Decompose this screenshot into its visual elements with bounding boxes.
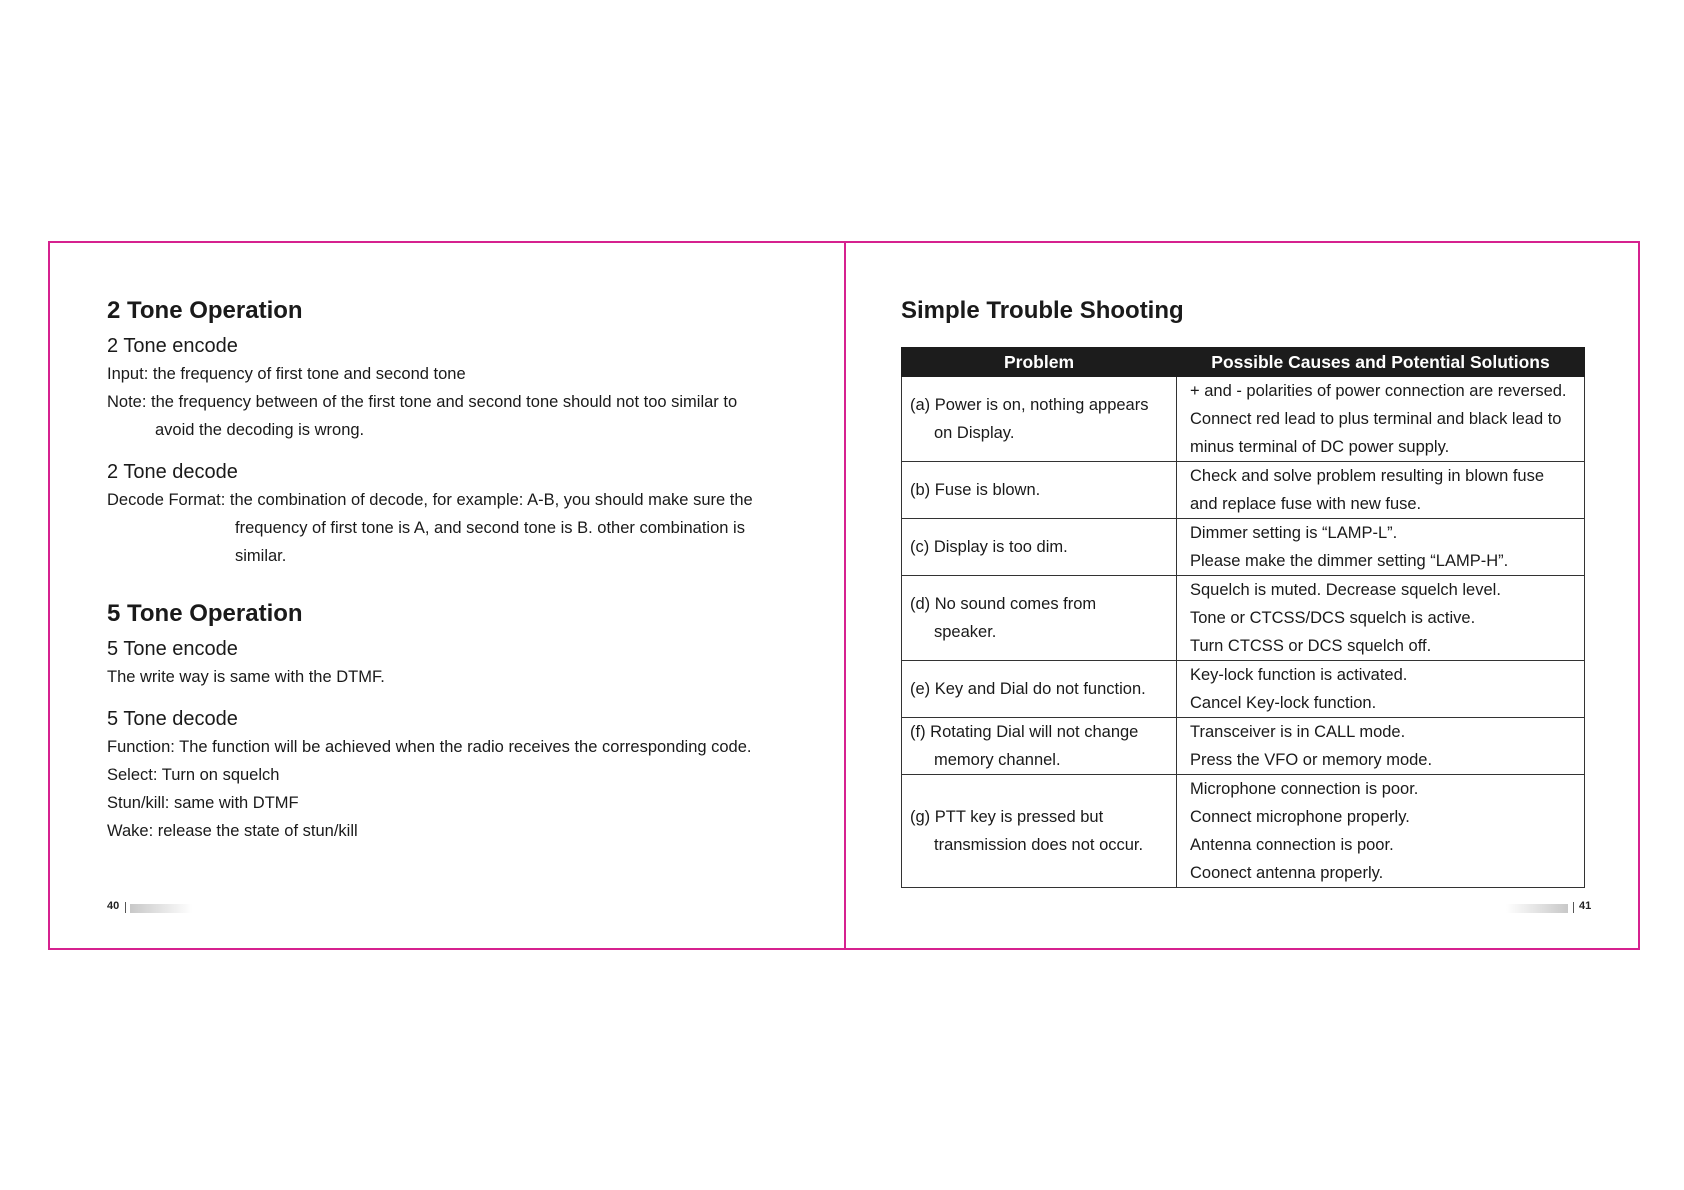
solution-line: Turn CTCSS or DCS squelch off. [1190,637,1432,655]
table-row [902,775,1585,888]
solution-line: Tone or CTCSS/DCS squelch is active. [1190,609,1476,627]
header-problem: Problem [902,348,1177,377]
solution-cell [1177,576,1585,661]
problem-cell [902,462,1177,519]
solution-line: and replace fuse with new fuse. [1190,495,1422,513]
problem-cell [902,661,1177,718]
table-row [902,576,1585,661]
two-tone-decode-format: Decode Format: the combination of decode, for example: A-B, you should make sure the [107,491,753,509]
table-row [902,718,1585,775]
solution-cell [1177,661,1585,718]
five-tone-decode-function: Function: The function will be achieved when the radio receives the corresponding code. [107,738,752,756]
two-tone-encode-title: 2 Tone encode [107,335,238,357]
table-header-row [902,348,1585,377]
five-tone-encode-title: 5 Tone encode [107,638,238,660]
five-tone-decode-select: Select: Turn on squelch [107,766,280,784]
solution-cell [1177,377,1585,462]
problem-line: (c) Display is too dim. [910,538,1068,556]
problem-line: (e) Key and Dial do not function. [910,680,1146,698]
solution-line: Check and solve problem resulting in blown fuse [1190,467,1545,485]
solution-line: Coonect antenna properly. [1190,864,1384,882]
solution-line: Press the VFO or memory mode. [1190,751,1433,769]
solution-line: Microphone connection is poor. [1190,780,1419,798]
header-solutions: Possible Causes and Potential Solutions [1177,348,1585,377]
table-row [902,377,1585,462]
problem-line: (b) Fuse is blown. [910,481,1041,499]
solution-line: Please make the dimmer setting “LAMP-H”. [1190,552,1509,570]
page-number-separator [125,902,126,913]
two-tone-encode-note-cont: avoid the decoding is wrong. [155,421,365,439]
problem-line: memory channel. [934,751,1061,769]
page-number-bar-right [1506,904,1568,913]
problem-cell [902,377,1177,462]
solution-line: Squelch is muted. Decrease squelch level. [1190,581,1501,599]
two-tone-decode-format-end: similar. [235,547,287,565]
solution-line: Connect microphone properly. [1190,808,1410,826]
problem-line: (a) Power is on, nothing appears [910,396,1149,414]
solution-cell [1177,775,1585,888]
solution-line: minus terminal of DC power supply. [1190,438,1450,456]
problem-line: transmission does not occur. [934,836,1144,854]
solution-cell [1177,718,1585,775]
page-number-left: 40 [107,900,120,912]
page-number-bar [130,904,192,913]
solution-line: Key-lock function is activated. [1190,666,1408,684]
solution-line: Connect red lead to plus terminal and black lead to [1190,410,1562,428]
five-tone-decode-wake: Wake: release the state of stun/kill [107,822,358,840]
five-tone-title: 5 Tone Operation [107,600,303,627]
page-number-separator-right [1573,902,1574,913]
five-tone-encode-text: The write way is same with the DTMF. [107,668,385,686]
problem-cell [902,519,1177,576]
solution-line: Antenna connection is poor. [1190,836,1394,854]
right-page [846,243,1640,948]
two-tone-encode-input: Input: the frequency of first tone and second tone [107,365,466,383]
five-tone-decode-stun: Stun/kill: same with DTMF [107,794,299,812]
solution-cell [1177,519,1585,576]
page-number-right: 41 [1579,900,1592,912]
two-tone-encode-note: Note: the frequency between of the first tone and second tone should not too similar to [107,393,738,411]
solution-line: Cancel Key-lock function. [1190,694,1377,712]
problem-line: (f) Rotating Dial will not change [910,723,1139,741]
five-tone-decode-title: 5 Tone decode [107,708,238,730]
problem-cell [902,718,1177,775]
solution-line: + and - polarities of power connection are reversed. [1190,382,1567,400]
solution-line: Dimmer setting is “LAMP-L”. [1190,524,1398,542]
problem-line: (d) No sound comes from [910,595,1097,613]
table-row [902,519,1585,576]
table-row [902,462,1585,519]
solution-cell [1177,462,1585,519]
trouble-shooting-title: Simple Trouble Shooting [901,297,1184,324]
problem-cell [902,576,1177,661]
table-row [902,661,1585,718]
problem-line: on Display. [934,424,1015,442]
trouble-shooting-table [901,347,1585,888]
problem-line: speaker. [934,623,997,641]
left-page [50,243,844,948]
two-tone-decode-format-cont: frequency of first tone is A, and second tone is B. other combination is [235,519,745,537]
solution-line: Transceiver is in CALL mode. [1190,723,1406,741]
two-tone-title: 2 Tone Operation [107,297,303,324]
problem-line: (g) PTT key is pressed but [910,808,1104,826]
problem-cell [902,775,1177,888]
two-tone-decode-title: 2 Tone decode [107,461,238,483]
manual-spread [48,241,1640,950]
